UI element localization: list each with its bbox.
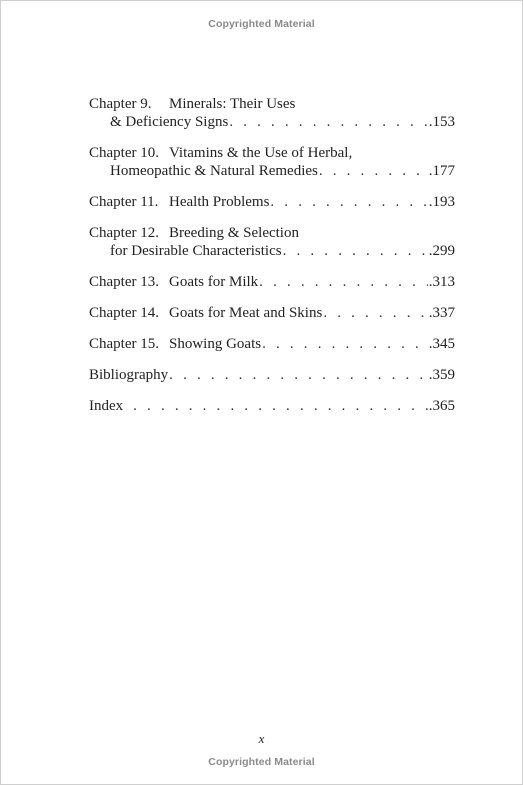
toc-entry-chapter-14 [89, 304, 455, 322]
dot-leader [229, 113, 427, 131]
chapter-number: Chapter 10. [89, 145, 159, 161]
chapter-number: Chapter 9. [89, 96, 152, 112]
toc-entry-bibliography [89, 366, 455, 384]
chapter-title: Goats for Milk [169, 274, 259, 290]
toc-entry-chapter-10 [89, 144, 455, 180]
toc-entry-chapter-9 [89, 95, 455, 131]
chapter-title: Breeding & Selection [169, 225, 299, 241]
page-number: .313 [428, 274, 455, 290]
section-title: Index [89, 398, 124, 414]
page-folio: x [258, 731, 265, 746]
page-number: .345 [428, 336, 455, 352]
toc-entry-chapter-13 [89, 273, 455, 291]
chapter-title: Goats for Meat and Skins [169, 305, 323, 321]
dot-leader [323, 304, 427, 322]
chapter-title-continued: & Deficiency Signs [110, 114, 229, 130]
toc-entry-chapter-12 [89, 224, 455, 260]
dot-leader [262, 335, 428, 353]
dot-leader [270, 193, 427, 211]
chapter-number: Chapter 15. [89, 336, 159, 352]
dot-leader [283, 242, 428, 260]
toc-entry-chapter-15 [89, 335, 455, 353]
copyright-footer: Copyrighted Material [208, 756, 315, 768]
toc-entry-index [89, 397, 455, 415]
dot-leader [319, 162, 428, 180]
chapter-title: Health Problems [169, 194, 270, 210]
section-title: Bibliography [89, 367, 169, 383]
dot-leader [259, 273, 428, 291]
page-number: .177 [428, 163, 455, 179]
page-number: .337 [428, 305, 455, 321]
chapter-title-continued: Homeopathic & Natural Remedies [110, 163, 318, 179]
chapter-number: Chapter 11. [89, 194, 159, 210]
copyright-header: Copyrighted Material [208, 18, 315, 30]
page-number: .193 [428, 194, 455, 210]
chapter-title-continued: for Desirable Characteristics [110, 243, 282, 259]
toc-entry-chapter-11 [89, 193, 455, 211]
page-number: .299 [428, 243, 455, 259]
page-number: .153 [428, 114, 455, 130]
page-number: .365 [428, 398, 455, 414]
page-number: .359 [428, 367, 455, 383]
dot-leader [133, 397, 428, 415]
chapter-title: Minerals: Their Uses [169, 96, 296, 112]
chapter-number: Chapter 14. [89, 305, 159, 321]
chapter-number: Chapter 12. [89, 225, 159, 241]
chapter-title: Vitamins & the Use of Herbal, [169, 145, 353, 161]
chapter-title: Showing Goats [169, 336, 262, 352]
table-of-contents [89, 95, 455, 428]
chapter-number: Chapter 13. [89, 274, 159, 290]
dot-leader [169, 366, 428, 384]
